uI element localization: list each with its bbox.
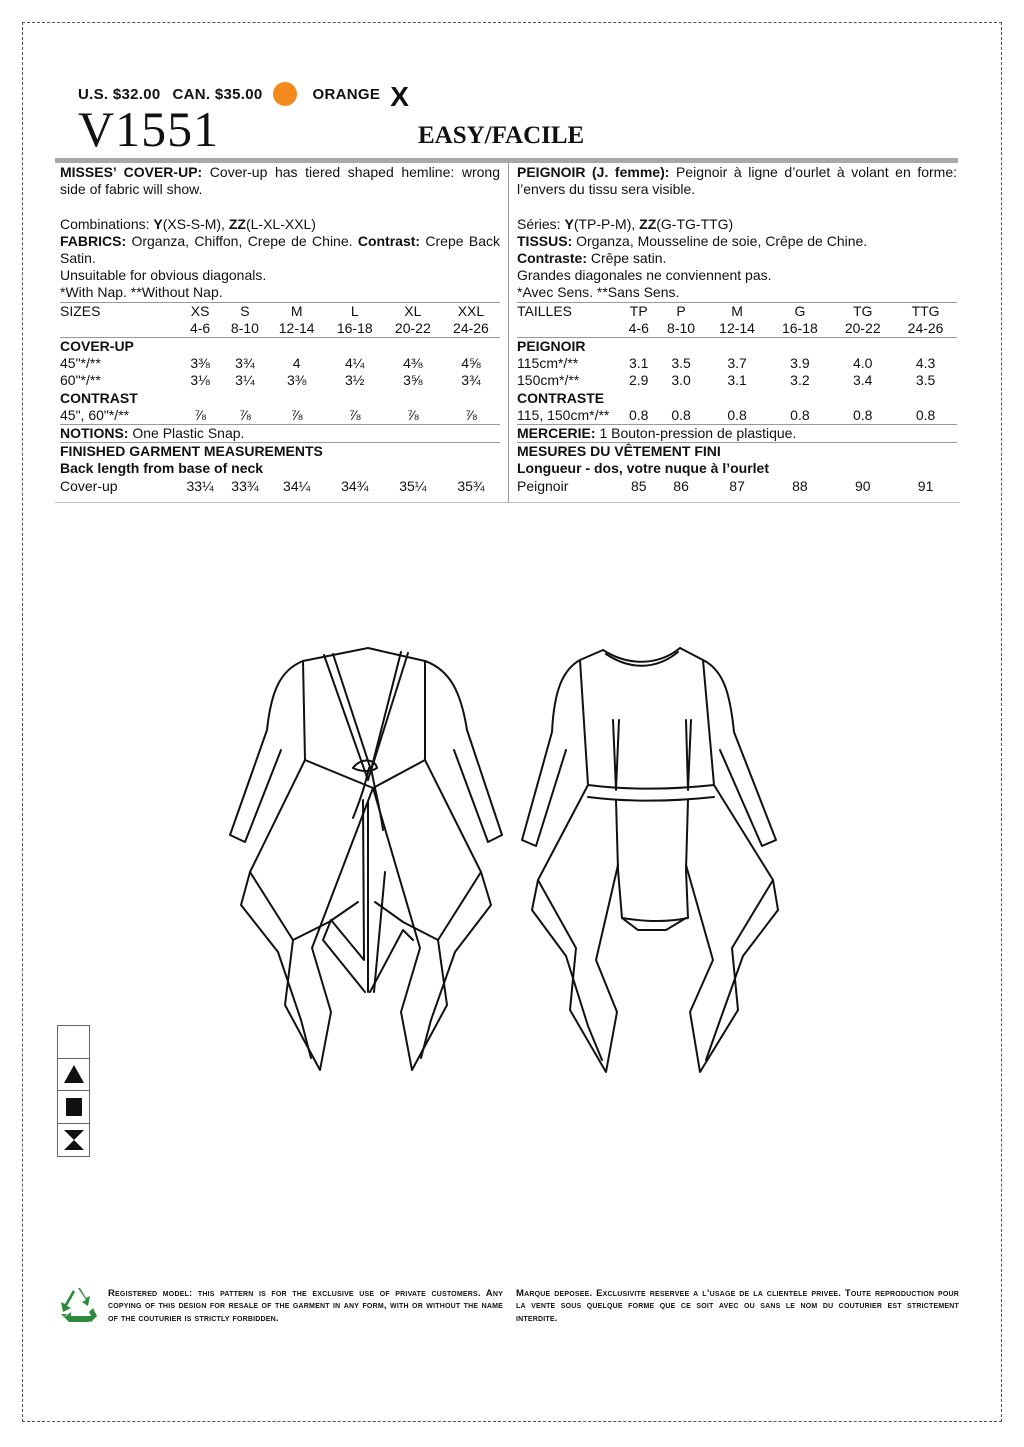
unsuitable-note: Unsuitable for obvious diagonals. bbox=[60, 267, 267, 284]
square-icon bbox=[58, 1091, 89, 1124]
fabrics: FABRICS: Organza, Chiffon, Crepe de Chine. Contrast: Crepe Back Satin. bbox=[60, 232, 500, 266]
contrast: Contraste: Crêpe satin. bbox=[517, 250, 667, 266]
legal-english: Registered model: this pattern is for the exclusive use of private customers. Any copying of this design for resale of the garment in any form, with or without the name of the couturier is strictly forbidden. bbox=[108, 1288, 503, 1324]
section-row: CONTRASTE bbox=[517, 389, 605, 406]
english-column bbox=[60, 164, 500, 495]
description: MISSES’ COVER-UP: Cover-up has tiered shaped hemline: wrong side of fabric will show. bbox=[60, 164, 500, 198]
table-row: 150cm*/** 2.9 3.0 3.1 3.2 3.4 3.5 bbox=[517, 372, 936, 389]
yardage-table bbox=[517, 302, 957, 495]
price-can: CAN. $35.00 bbox=[172, 85, 263, 103]
nap-note: *With Nap. **Without Nap. bbox=[60, 284, 223, 301]
triangle-icon bbox=[58, 1059, 89, 1092]
size-header-row: SIZES XS S M L XL XXL bbox=[60, 302, 500, 320]
nap-note: *Avec Sens. **Sans Sens. bbox=[517, 284, 680, 301]
table-row: 60"*/** 3⅛ 3¼ 3⅜ 3½ 3⅝ 3¾ bbox=[60, 372, 481, 389]
difficulty-label: EASY/FACILE bbox=[418, 122, 585, 149]
column-divider bbox=[508, 162, 509, 502]
section-row: PEIGNOIR bbox=[517, 338, 586, 355]
unsuitable-note: Grandes diagonales ne conviennent pas. bbox=[517, 267, 772, 284]
table-row: 45", 60"*/** ⅞ ⅞ ⅞ ⅞ ⅞ ⅞ bbox=[60, 407, 500, 425]
color-label: ORANGE bbox=[312, 85, 381, 103]
recycle-icon bbox=[57, 1286, 99, 1324]
front-view-illustration bbox=[225, 640, 510, 1075]
section-row: Longueur - dos, votre nuque à l’ourlet bbox=[517, 460, 770, 477]
french-column bbox=[517, 164, 957, 495]
symbols-legend bbox=[57, 1025, 90, 1157]
size-range-row: 4-6 8-10 12-14 16-18 20-22 24-26 bbox=[517, 320, 957, 338]
table-row: 115, 150cm*/** 0.8 0.8 0.8 0.8 0.8 0.8 bbox=[517, 407, 957, 425]
size-range-row: 4-6 8-10 12-14 16-18 20-22 24-26 bbox=[60, 320, 500, 338]
price-us: U.S. $32.00 bbox=[78, 85, 161, 103]
hourglass-icon bbox=[58, 1124, 89, 1157]
section-row: COVER-UP bbox=[60, 338, 134, 355]
size-header-row: TAILLES TP P M G TG TTG bbox=[517, 302, 957, 320]
notions-row: MERCERIE: 1 Bouton-pression de plastique. bbox=[517, 425, 957, 443]
yardage-table bbox=[60, 302, 500, 495]
description: PEIGNOIR (J. femme): Peignoir à ligne d’ourlet à volant en forme: l’envers du tissu sera visible. bbox=[517, 164, 957, 198]
notions-row: NOTIONS: One Plastic Snap. bbox=[60, 425, 500, 443]
combinations: Séries: Y(TP-P-M), ZZ(G-TG-TTG) bbox=[517, 215, 734, 232]
section-row: MESURES DU VÊTEMENT FINI bbox=[517, 443, 721, 460]
combinations: Combinations: Y(XS-S-M), ZZ(L-XL-XXL) bbox=[60, 215, 316, 232]
back-view-illustration bbox=[518, 640, 783, 1075]
section-row: Back length from base of neck bbox=[60, 460, 264, 477]
table-bottom-rule bbox=[55, 502, 960, 503]
header-rule bbox=[55, 158, 958, 163]
color-mark: X bbox=[390, 81, 410, 112]
section-row: FINISHED GARMENT MEASUREMENTS bbox=[60, 443, 323, 460]
pattern-number: V1551 bbox=[78, 101, 220, 157]
table-row: Peignoir 85 86 87 88 90 91 bbox=[517, 477, 934, 494]
color-dot-icon bbox=[273, 82, 297, 106]
section-row: CONTRAST bbox=[60, 389, 138, 406]
table-row: 45"*/** 3⅜ 3¾ 4 4¼ 4⅜ 4⅝ bbox=[60, 355, 481, 372]
table-row: Cover-up 33¼ 33¾ 34¼ 34¾ 35¼ 35¾ bbox=[60, 477, 485, 494]
legal-french: Marque deposee. Exclusivite reservee a l’usage de la clientele privee. Toute reproduction pour la vente sous quelque forme que ce soit avec ou sans le nom du couturier est strictement interdite. bbox=[516, 1288, 959, 1324]
blank-symbol bbox=[58, 1026, 89, 1059]
fabrics: TISSUS: Organza, Mousseline de soie, Crêpe de Chine. bbox=[517, 232, 868, 249]
table-row: 115cm*/** 3.1 3.5 3.7 3.9 4.0 4.3 bbox=[517, 355, 936, 372]
